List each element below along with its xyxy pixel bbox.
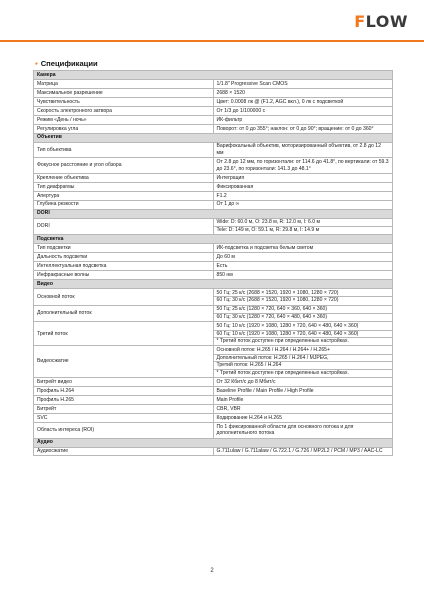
table-row bbox=[34, 422, 393, 438]
spec-key: Матрица bbox=[34, 79, 214, 88]
spec-value-line: Wide: D: 60.0 м, O: 23.8 м, R: 12.0 м, I: 6.0 м bbox=[216, 219, 320, 226]
spec-value-line: От 1 до ∞ bbox=[216, 201, 240, 208]
spec-key: Третий поток bbox=[34, 322, 214, 346]
spec-key: Дополнительный поток bbox=[34, 305, 214, 322]
section-title: Видео bbox=[34, 280, 393, 289]
spec-value bbox=[213, 191, 393, 200]
table-row bbox=[34, 200, 393, 209]
spec-key: Крепление объектива bbox=[34, 173, 214, 182]
spec-table bbox=[33, 70, 393, 456]
spec-value-line: 60 Гц: 30 к/с (2688 × 1520, 1920 × 1080, 1280 × 720) bbox=[214, 296, 393, 304]
table-row bbox=[34, 191, 393, 200]
spec-value bbox=[213, 289, 393, 306]
page-title-text: Спецификации bbox=[40, 59, 98, 68]
spec-value bbox=[213, 346, 393, 378]
spec-value-line: От 1/3 до 1/100000 с bbox=[216, 107, 266, 114]
table-row bbox=[34, 97, 393, 106]
table-row bbox=[34, 158, 393, 174]
spec-value-line: От 2.8 до 12 мм, по горизонтали: от 114.6 до 41.8°, по вертикали: от 59.3 до 23.6°, по горизонтали: 141.3 до 48.1° bbox=[216, 159, 389, 172]
spec-key: Инфракрасные волны bbox=[34, 271, 214, 280]
table-row bbox=[34, 447, 393, 456]
logo-lead-letter: F bbox=[354, 12, 366, 31]
spec-value bbox=[213, 173, 393, 182]
spec-value bbox=[213, 322, 393, 346]
spec-key: Битрейт видео bbox=[34, 378, 214, 387]
spec-value-line: Третий поток: H.265 / H.264 bbox=[214, 361, 393, 369]
section-title: Подсветка bbox=[34, 235, 393, 244]
spec-value bbox=[213, 218, 393, 235]
table-row bbox=[34, 387, 393, 396]
spec-value bbox=[213, 378, 393, 387]
section-title: Камера bbox=[34, 71, 393, 80]
spec-key: Битрейт bbox=[34, 405, 214, 414]
spec-value-line: 60 Гц: 30 к/с (1280 × 720, 640 × 480, 640 × 360) bbox=[214, 313, 393, 321]
spec-value bbox=[213, 405, 393, 414]
table-row bbox=[34, 182, 393, 191]
spec-key: Профиль H.265 bbox=[34, 396, 214, 405]
table-row bbox=[34, 124, 393, 133]
section-header bbox=[34, 280, 393, 289]
table-row bbox=[34, 142, 393, 158]
table-row bbox=[34, 346, 393, 378]
table-row bbox=[34, 262, 393, 271]
spec-key: DORI bbox=[34, 218, 214, 235]
table-row bbox=[34, 414, 393, 423]
spec-value-line: Варифокальный объектив, моторизированный объектив, от 2.8 до 12 мм bbox=[216, 143, 381, 157]
spec-value-line: 850 нм bbox=[216, 271, 233, 278]
spec-key: Фокусное расстояние и угол обзора bbox=[34, 158, 214, 174]
spec-value bbox=[213, 115, 393, 124]
spec-key: Тип подсветки bbox=[34, 244, 214, 253]
spec-value-line: * Третий поток доступен при определенных настройках. bbox=[214, 337, 393, 345]
table-row bbox=[34, 244, 393, 253]
section-title: Аудио bbox=[34, 438, 393, 447]
spec-key: Глубина резкости bbox=[34, 200, 214, 209]
spec-key: Тип диафрагмы bbox=[34, 182, 214, 191]
spec-value bbox=[213, 182, 393, 191]
header-rule bbox=[0, 40, 424, 42]
spec-value bbox=[213, 244, 393, 253]
spec-key: Тип объектива bbox=[34, 142, 214, 158]
spec-key: Чувствительность bbox=[34, 97, 214, 106]
spec-value-line: Дополнительный поток: H.265 / H.264 / MJPEG, bbox=[214, 354, 393, 362]
spec-value bbox=[213, 262, 393, 271]
spec-value-line: Кодирование H.264 и H.265 bbox=[216, 414, 282, 421]
table-row bbox=[34, 253, 393, 262]
spec-value-line: Есть bbox=[216, 262, 228, 269]
spec-value-line: 50 Гц: 25 к/с (2688 × 1520, 1920 × 1080, 1280 × 720) bbox=[216, 289, 339, 296]
spec-value bbox=[213, 142, 393, 158]
spec-value-line: Tele: D: 149 м, O: 59.1 м, R: 29.8 м, I: 14.9 м bbox=[214, 226, 393, 234]
spec-value bbox=[213, 158, 393, 174]
spec-value-line: От 32 Кбит/с до 8 Мбит/с bbox=[216, 378, 276, 385]
table-row bbox=[34, 322, 393, 346]
spec-value bbox=[213, 447, 393, 456]
page-title bbox=[35, 59, 98, 68]
spec-value-line: ИК-подсветка и подсветка белым светом bbox=[216, 244, 314, 251]
spec-value-line: Поворот: от 0 до 355°; наклон: от 0 до 90°; вращение: от 0 до 360° bbox=[216, 125, 374, 132]
spec-value-line: ИК-фильтр bbox=[216, 116, 243, 123]
spec-value-line: Main Profile bbox=[216, 396, 244, 403]
table-row bbox=[34, 396, 393, 405]
spec-key: Регулировка угла bbox=[34, 124, 214, 133]
section-header bbox=[34, 71, 393, 80]
table-row bbox=[34, 405, 393, 414]
logo-text: LOW bbox=[365, 12, 408, 31]
spec-value-line: Цвет: 0.0008 лк @ (F1.2, AGC вкл.), 0 лк с подсветкой bbox=[216, 98, 344, 105]
table-row bbox=[34, 271, 393, 280]
spec-value-line: G.711ulaw / G.711alaw / G.722.1 / G.726 / MP2L2 / PCM / MP3 / AAC-LC bbox=[216, 448, 383, 455]
spec-value-line: По 1 фиксированной области для основного потока и для дополнительного потока bbox=[216, 423, 354, 437]
spec-value bbox=[213, 200, 393, 209]
spec-value bbox=[213, 396, 393, 405]
spec-value-line: F1.2 bbox=[216, 192, 227, 199]
spec-value-line: До 60 м bbox=[216, 253, 235, 260]
spec-key: Профиль H.264 bbox=[34, 387, 214, 396]
spec-value-line: 2688 × 1520 bbox=[216, 89, 245, 96]
spec-key: Область интереса (ROI) bbox=[34, 422, 214, 438]
spec-value-line: 60 Гц: 10 к/с (1920 × 1080, 1280 × 720, 640 × 480, 640 × 360) bbox=[214, 330, 393, 338]
spec-key: Основной поток bbox=[34, 289, 214, 306]
spec-key: Режим «День / ночь» bbox=[34, 115, 214, 124]
spec-value-line: * Третий поток доступен при определенных настройках. bbox=[214, 369, 393, 377]
spec-value bbox=[213, 271, 393, 280]
table-row bbox=[34, 173, 393, 182]
section-header bbox=[34, 133, 393, 142]
table-row bbox=[34, 218, 393, 235]
table-row bbox=[34, 79, 393, 88]
spec-value-line: 1/1.8" Progressive Scan CMOS bbox=[216, 80, 288, 87]
spec-value bbox=[213, 422, 393, 438]
spec-key: SVC bbox=[34, 414, 214, 423]
spec-value-line: CBR, VBR bbox=[216, 405, 241, 412]
table-row bbox=[34, 106, 393, 115]
table-row bbox=[34, 289, 393, 306]
bullet-icon: ▪ bbox=[35, 59, 38, 68]
spec-value-line: 50 Гц: 10 к/с (1920 × 1080, 1280 × 720, 640 × 480, 640 × 360) bbox=[216, 322, 359, 329]
spec-value bbox=[213, 124, 393, 133]
spec-value-line: 50 Гц: 25 к/с (1280 × 720, 640 × 360, 640 × 360) bbox=[216, 306, 328, 313]
spec-value-line: Baseline Profile / Main Profile / High Profile bbox=[216, 387, 314, 394]
spec-value bbox=[213, 253, 393, 262]
section-title: DORI bbox=[34, 209, 393, 218]
spec-value bbox=[213, 387, 393, 396]
page-number: 2 bbox=[210, 568, 214, 574]
spec-value bbox=[213, 106, 393, 115]
table-row bbox=[34, 305, 393, 322]
spec-value bbox=[213, 79, 393, 88]
table-row bbox=[34, 88, 393, 97]
spec-key: Скорость электронного затвора bbox=[34, 106, 214, 115]
spec-value bbox=[213, 88, 393, 97]
spec-key: Интеллектуальная подсветка bbox=[34, 262, 214, 271]
spec-value bbox=[213, 97, 393, 106]
spec-key: Видеосжатие bbox=[34, 346, 214, 378]
section-header bbox=[34, 209, 393, 218]
spec-value bbox=[213, 414, 393, 423]
spec-key: Апертура bbox=[34, 191, 214, 200]
brand-logo bbox=[354, 12, 408, 31]
spec-value-line: Основной поток: H.265 / H.264 / H.264+ / H.265+ bbox=[216, 347, 330, 354]
spec-value bbox=[213, 305, 393, 322]
section-header bbox=[34, 235, 393, 244]
table-row bbox=[34, 115, 393, 124]
spec-key: Дальность подсветки bbox=[34, 253, 214, 262]
section-header bbox=[34, 438, 393, 447]
spec-key: Аудиосжатие bbox=[34, 447, 214, 456]
section-title: Объектив bbox=[34, 133, 393, 142]
spec-value-line: Интеграция bbox=[216, 174, 245, 181]
spec-value-line: Фиксированная bbox=[216, 183, 254, 190]
table-row bbox=[34, 378, 393, 387]
spec-key: Максимальное разрешение bbox=[34, 88, 214, 97]
